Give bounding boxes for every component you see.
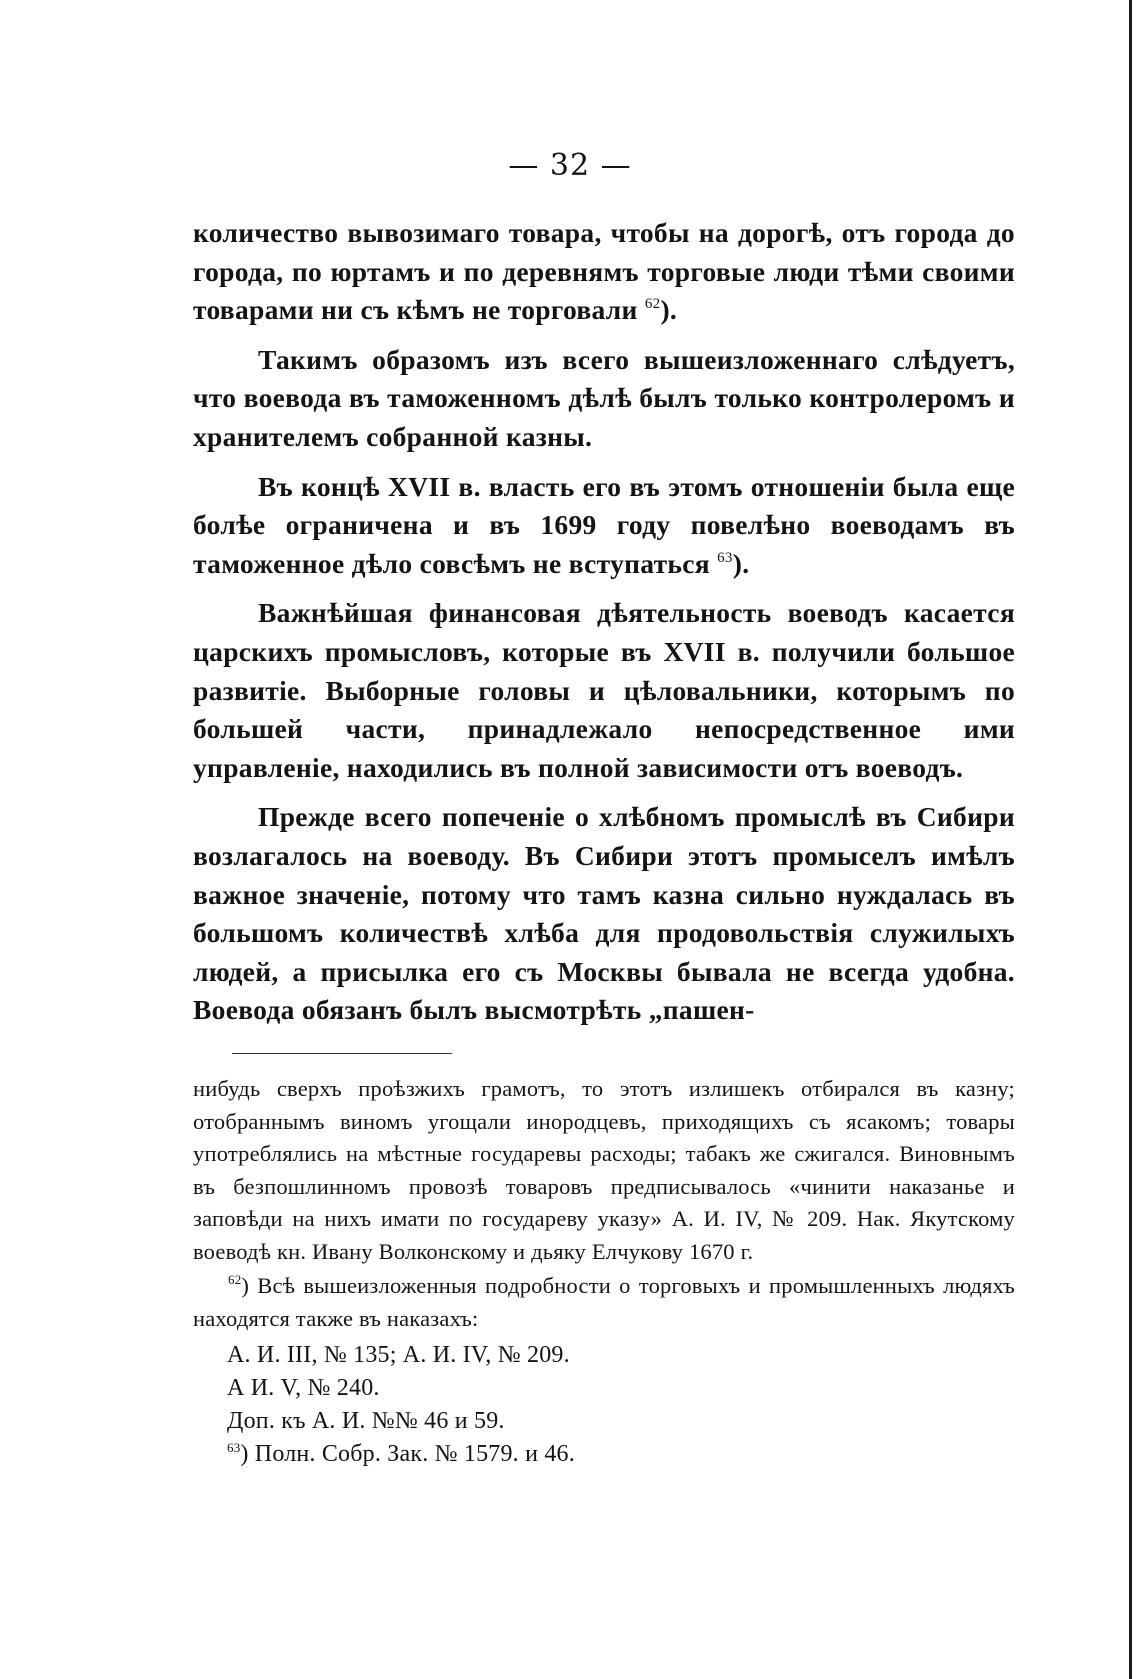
paragraph-3-text: Въ концѣ XVII в. власть его въ этомъ отношенiи была еще болѣе ограничена и въ 1699 году повелѣно воеводамъ въ таможенное дѣло совсѣмъ не вступаться (193, 470, 1015, 579)
paragraph-1-text: количество вывозимаго товара, чтобы на дорогѣ, отъ города до города, по юртамъ и по деревнямъ торговые люди тѣми своими товарами ни съ кѣмъ не торговали (193, 217, 1015, 326)
paragraph-4: Важнѣйшая финансовая дѣятельность воеводъ касается царскихъ промысловъ, которые въ XVII в. получили большое развитiе. Выборные головы и цѣловальники, которымъ по большей части, принадлежало непосредственное ими управленiе, находились въ полной зависимости отъ воеводъ. (193, 597, 1015, 783)
footnote-63-mark: 63 (227, 1440, 241, 1455)
paragraph-1 (193, 214, 1015, 330)
footnote-62-mark: 62 (228, 1272, 242, 1287)
paragraph-2: Такимъ образомъ изъ всего вышеизложеннаго слѣдуетъ, что воевода въ таможенномъ дѣлѣ былъ только контролеромъ и хранителемъ собранной казны. (193, 343, 1015, 452)
paragraph-3 (193, 468, 1015, 584)
paragraph-1-tail: ). (660, 294, 678, 326)
footnote-62-text: ) Всѣ вышеизложенныя подробности о торговыхъ и промышленныхъ людяхъ находятся также въ наказахъ: (193, 1273, 1015, 1331)
footnote-62-references (193, 1339, 1015, 1471)
footnote-continuation: нибудь сверхъ проѣзжихъ грамотъ, то этотъ излишекъ отбирался въ казну; отобраннымъ виномъ угощали инородцевъ, приходящихъ съ ясакомъ; товары употреблялись на мѣстные государевы расходы; табакъ же сжигался. Виновнымъ въ безпошлинномъ провозѣ товаровъ предписывалось «чинити наказанье и заповѣди на нихъ имати по государеву указу» А. И. IV, № 209. Нак. Якутскому воеводѣ кн. Ивану Волконскому и дьяку Елчукову 1670 г. (193, 1076, 1015, 1264)
reference-line: Доп. къ А. И. №№ 46 и 59. (227, 1408, 505, 1434)
footnote-62 (193, 1270, 1015, 1335)
page-edge-rule (1129, 0, 1132, 1679)
reference-line: А И. V, № 240. (227, 1375, 380, 1401)
footnote-63 (227, 1438, 1015, 1471)
footnote-ref-62[interactable]: 62 (644, 296, 661, 313)
footnotes (193, 1073, 1015, 1471)
footnote-divider (232, 1053, 452, 1054)
footnote-ref-63[interactable]: 63 (717, 549, 733, 566)
main-text (193, 214, 1015, 1041)
page-number: — 32 — (508, 148, 632, 183)
reference-line: А. И. III, № 135; А. И. IV, № 209. (227, 1342, 570, 1368)
footnote-63-text: ) Полн. Собр. Зак. № 1579. и 46. (240, 1441, 575, 1467)
paragraph-3-tail: ). (732, 547, 750, 579)
paragraph-5: Прежде всего попеченiе о хлѣбномъ промыслѣ въ Сибири возлагалось на воеводу. Въ Сибири этотъ промыселъ имѣлъ важное значенiе, потому что тамъ казна сильно нуждалась въ большомъ количествѣ хлѣба для продовольствiя служилыхъ людей, а присылка его съ Москвы бывала не всегда удобна. Воевода обязанъ былъ высмотрѣть „пашен- (193, 801, 1015, 1026)
